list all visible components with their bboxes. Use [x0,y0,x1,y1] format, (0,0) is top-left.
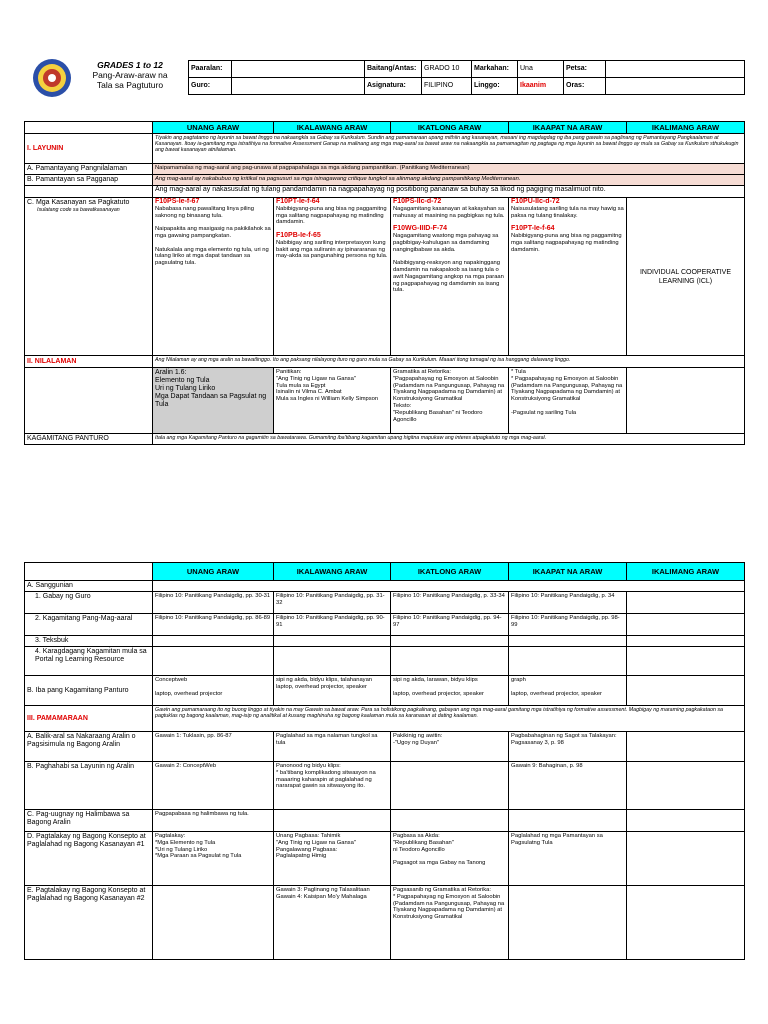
pag-uugnay-day-1: Pagpapabasa ng halimbawa ng tula. [153,810,274,832]
corner-cell-2 [25,563,153,581]
pagtalakay1-day-4: Paglalahad ng mga Pamantayan sa Pagsulatng Tula [509,832,627,886]
asignatura-label: Asignatura: [365,78,422,95]
pagtalakay2-day-1 [153,886,274,960]
pag-uugnay-label: C. Pag-uugnay ng Halimbawa sa Bagong Aralin [25,810,153,832]
kasanayan-day-4 [509,198,627,356]
day-1-header: UNANG ARAW [153,122,274,134]
markahan-label: Markahan: [472,61,518,78]
balik-day-1: Gawain 1: Tuklasin, pp. 86-87 [153,732,274,762]
kagamitan-day-2: Filipino 10: Panitikang Pandaigdig, pp. 90-91 [274,614,391,636]
kasanayan-day-5: INDIVIDUAL COOPERATIVE LEARNING (ICL) [627,198,745,356]
kagamitang-mag-aaral-label: 2. Kagamitang Pang-Mag-aaral [25,614,153,636]
guro-value [232,78,365,95]
kasanayan-day1-a: Nababasa nang pawalitang linya piling saknong ng binasang tula. [155,205,254,219]
kasanayan-day2-b: Nabibigay ang sariling interpretasyon kung bakit ang mga suliranin ay ipinararanas ng may-akda sa pangunahing persona ng tula. [276,239,388,260]
header-info-table [188,60,745,95]
code-day3-a: F10PS-IIc-d-72 [393,198,442,205]
gabay-day-3: Filipino 10: Panitikang Pandaigdig, p. 33-34 [391,592,509,614]
paghahabi-day-2: Panonood ng bidyu klips: * ba'tibang komplikadong sitwasyon na maaaring kaharapin at paglalahad ng nararapat gawin sa sitwasyong ito. [274,762,391,810]
nilalaman-day-3: Gramatika at Retorika: "Pagpapahayag ng Emosyon at Saloobin (Padamdam na Pangungusap, Pahayag na Tiyakang Nagpapadama ng Damdamin) at Konstruksiyong Gramatikal Teksto: "Republikang Basahan" ni Teodoro Agoncillo [391,368,509,434]
guro-label: Guro: [189,78,232,95]
paghahabi-day-5 [627,762,745,810]
balik-day-3: Pakikinig ng awitin: -"Ugoy ng Duyan" [391,732,509,762]
kasanayan-day2-a: Nabibigyang-puna ang bisa ng paggamitng mga salitang nagpapahayag ng matinding damdamin. [276,205,387,226]
iba-day-2: sipi ng akda, bidyu klips, talahanayan laptop, overhead projector, speaker [274,676,391,706]
paghahabi-label: B. Paghahabi sa Layunin ng Aralin [25,762,153,810]
pamantayang-pangnilalaman-label: A. Pamantayang Pangnilalaman [25,164,153,175]
pagtalakay2-day-3: Pagsasanib ng Gramatika at Retorika: * Pagpapahayag ng Emosyon at Saloobin (Padamdam na Pangungusap, Pahayag na Tiyakang Nagpapadama ng Damdamin) at Konstruksiyong Gramatikal [391,886,509,960]
petsa-label: Petsa: [564,61,606,78]
balik-aral-label: A. Balik-aral sa Nakaraang Aralin o Pagsisimula ng Bagong Aralin [25,732,153,762]
pagtalakay2-day-2: Gawain 3: Paglinang ng Talasalitaan Gawain 4: Kaisipan Mo'y Mahalaga [274,886,391,960]
nilalaman-day-1: Aralin 1.6: Elemento ng Tula Uri ng Tulang Liriko Mga Dapat Tandaan sa Pagsulat ng Tula [153,368,274,434]
nilalaman-note: Ang Nilalaman ay ang mga aralin sa bawatlinggo. Ito ang paksang nilalayong ituro ng guro mula sa Gabay sa Kurikulum. Maaari itong tumagal ng isa hanggang dalawang linggo. [153,356,745,368]
iba-kagamitan-label: B. Iba pang Kagamitang Panturo [25,676,153,706]
kagamitan-day-4: Filipino 10: Panitikang Pandaigdig, pp. 98-99 [509,614,627,636]
kasanayan-sub: Isulatang code sa bawatkasanayan [37,207,120,213]
nilalaman-day-4: * Tula * Pagpapahayag ng Emosyon at Saloobin (Padamdam na Pangungusap, Pahayag na Tiyakang Nagpapadama ng Damdamin) at Konstruksiyong Gramatikal -Pagsulat ng sariling Tula [509,368,627,434]
pamantayan-pagganap-label: B. Pamantayan sa Pagganap [25,175,153,186]
sanggunian-spacer [153,581,745,592]
code-day1: F10PS-Ie-f-67 [155,198,200,205]
pamamaraan-label: III. PAMAMARAAN [25,706,153,732]
corner-cell [25,122,153,134]
kasanayan-day1-c: Natukalala ang mga elemento ng tula, uri ng tulang liriko at mga dapat tandaan sa pagsulatng tula. [155,246,269,267]
nilalaman-spacer [25,368,153,434]
code-day2-b: F10PB-Ie-f-65 [276,231,321,239]
balik-day-2: Paglalahad sa mga nalaman tungkol sa tula [274,732,391,762]
kasanayan-day4-a: Naisusulatang sariling tula na may hawig sa paksa ng tulang tinalakay. [511,205,624,219]
pagtalakay1-day-1: Pagtalakay: *Mga Elemento ng Tula *Uri ng Tulang Liriko *Mga Paraan sa Pagsulat ng Tula [153,832,274,886]
nilalaman-day-2: Panitikan: "Ang Tinig ng Ligaw na Gansa" Tula mula sa Egypt Isinalin ni Vilma C. Ambat Mula sa Ingles ni William Kelly Simpson [274,368,391,434]
baitang-value: GRADO 10 [422,61,472,78]
kagamitang-panturo-label: KAGAMITANG PANTURO [25,434,153,445]
day-2-header-2: IKALAWANG ARAW [274,563,391,581]
kasanayan-day-2 [274,198,391,356]
layunin-label: I. LAYUNIN [25,134,153,164]
balik-day-4: Pagbabahaginan ng Sagot sa Talakayan: Pagsasanay 3, p. 98 [509,732,627,762]
gabay-day-5 [627,592,745,614]
portal-label: 4. Karagdagang Kagamitan mula sa Portal ng Learning Resource [25,647,153,676]
petsa-value [606,61,745,78]
pamantayang-pangnilalaman-value: Naipamamalas ng mag-aaral ang pag-unawa at pagpapahalaga sa mga akdang pampanitikan. (Panitikang Mediterranean) [153,164,745,175]
paaralan-label: Paaralan: [189,61,232,78]
kasanayan-title: C. Mga Kasanayan sa Pagkatuto [27,199,130,206]
iba-day-4: graph laptop, overhead projector, speaker [509,676,627,706]
sanggunian-label: A. Sanggunian [25,581,153,592]
markahan-value: Una [518,61,564,78]
pagtalakay2-day-4 [509,886,627,960]
pagtalakay-1-label: D. Pagtalakay ng Bagong Konsepto at Paglalahad ng Bagong Kasanayan #1 [25,832,153,886]
spacer-cell [25,186,153,198]
baitang-label: Baitang/Antas: [365,61,422,78]
paghahabi-day-4: Gawain 9: Bahaginan, p. 98 [509,762,627,810]
kasanayan-label [25,198,153,356]
pagtalakay1-day-3: Pagbasa sa Akda: "Republikang Basahan" ni Teodoro Agoncillo Pagsagot sa mga Gabay na Tanong [391,832,509,886]
gabay-guro-label: 1. Gabay ng Guro [25,592,153,614]
kasanayan-day3-c: Nabibigyang-reaksyon ang napakinggang damdamin na nakapaloob sa isang tula o awit Nagagamitang angkop na mga paraan ng pagpapahayag ng damdamin sa isang tula. [393,260,504,294]
kasanayan-day4-b: Nabibigyang-puna ang bisa ng paggamitng mga salitang nagpapahayag ng matinding damdamin. [511,232,622,253]
document-title: GRADES 1 to 12 Pang-Araw-araw na Tala sa Pagtuturo [92,60,168,90]
lesson-table-1 [24,121,745,445]
pagtalakay1-day-2: Unang Pagbasa: Tahimik "Ang Tinig ng Ligaw na Gansa" Pangalawang Pagbasa: Paglalapatng Himig [274,832,391,886]
day-2-header: IKALAWANG ARAW [274,122,391,134]
pagganap-extra-value: Ang mag-aaral ay nakasusulat ng tulang pandamdamin na nagpapahayag ng positibong pananaw sa buhay sa likod ng pagiging masalimuot nito. [153,186,745,198]
gabay-day-4: Filipino 10: Panitikang Pandaigdig, p. 34 [509,592,627,614]
kasanayan-day3-b: Nagagamitang wastong mga pahayag sa pagbibigay-kahulugan sa damdaming nangingibabaw sa akda. [393,232,499,253]
kagamitan-day-3: Filipino 10: Panitikang Pandaigdig, pp. 94-97 [391,614,509,636]
deped-seal-icon [32,58,72,98]
paaralan-value [232,61,365,78]
pagtalakay-2-label: E. Pagtalakay ng Bagong Konsepto at Paglalahad ng Bagong Kasanayan #2 [25,886,153,960]
lesson-table-2 [24,562,745,960]
kagamitan-day-5 [627,614,745,636]
layunin-note: Tiyakin ang pagtatamo ng layunin sa bawat linggo na nakaangkla sa Gabay sa Kurikulum. Sundin ang pamamaraan upang mithiin ang kasanayan, masani ing magdagdag ng iba pang gawain sa paglinang ng Pamantayang Pangkaalaman at Kasanayan. Itoay ia-gamitang mga istratihiya na formative Assessment Ganap na malinang ang mga mag-aaral sa bawat araw na nakaangkla sa pamamagitan ng pagtaga ng mga layunin sa bawat linggo ay mula sa Gabay sa Kurikulum sthukukugin ang bawat kasanayan atnilalaman. [153,134,745,164]
nilalaman-day-5 [627,368,745,434]
day-4-header-2: IKAAPAT NA ARAW [509,563,627,581]
iba-day-5 [627,676,745,706]
nilalaman-label: II. NILALAMAN [25,356,153,368]
day-1-header-2: UNANG ARAW [153,563,274,581]
oras-label: Oras: [564,78,606,95]
pamantayan-pagganap-value: Ang mag-aaral ay nakabubuo ng kritikal na pagsusuri sa mga isinagawang critique tungkol sa alinmang akdang pampanitikang Mediterranean. [153,175,745,186]
day-3-header-2: IKATLONG ARAW [391,563,509,581]
day-5-header-2: IKALIMANG ARAW [627,563,745,581]
kasanayan-day-3 [391,198,509,356]
code-day4-a: F10PU-IIc-d-72 [511,198,560,205]
code-day3-b: F10WG-IIID-F-74 [393,225,448,233]
paghahabi-day-1: Gawain 2: ConceptWeb [153,762,274,810]
linggo-value: Ikaanim [518,78,564,95]
gabay-day-2: Filipino 10: Panitikang Pandaigdig, pp. 31-32 [274,592,391,614]
paghahabi-day-3 [391,762,509,810]
oras-value [606,78,745,95]
kagamitan-day-1: Filipino 10: Panitikang Pandaigdig, pp. 86-89 [153,614,274,636]
iba-day-1: Conceptweb laptop, overhead projector [153,676,274,706]
code-day2-a: F10PT-Ie-f-64 [276,198,320,205]
pamamaraan-note: Gawin ang pamamaraang ito ng buong linggo at tiyakin na may Gawain sa bawat araw. Para sa holistikong pagkalinang, gabayan ang mga mag-aaral gamitang mga istratihiya ng formative assessment. Magbigay ng maraming pagkakataon sa pagtuklas ng bagong kaalaman, mag-isip ng analitikal at kusang maghinuha ng bagong kaalaman mula sa karanasan at dating kaalaman. [153,706,745,732]
day-4-header: IKAAPAT NA ARAW [509,122,627,134]
linggo-label: Linggo: [472,78,518,95]
balik-day-5 [627,732,745,762]
day-5-header: IKALIMANG ARAW [627,122,745,134]
pagtalakay1-day-5 [627,832,745,886]
pagtalakay2-day-5 [627,886,745,960]
asignatura-value: FILIPINO [422,78,472,95]
kasanayan-day1-b: Naipapakita ang masigasig na pakikilahok sa mga gawaing pampangkatan. [155,226,271,239]
kagamitang-panturo-note: Itala ang mga Kagamitang Panturo na gagamitin sa bawatarawa. Gumamitng iba'tibang kagamitan upang higitna mapukaw ang interes atpagkatuto ng mga mag-aaral. [153,434,745,445]
kasanayan-day3-a: Nagagamitang kasanayan at kakayahan sa mahusay at masining na pagbigkas ng tula. [393,205,505,219]
teksbuk-label: 3. Teksbuk [25,636,153,647]
kasanayan-day-1 [153,198,274,356]
iba-day-3: sipi ng akda, larawan, bidyu klips laptop, overhead projector, speaker [391,676,509,706]
gabay-day-1: Filipino 10: Panitikang Pandaigdig, pp. 30-31 [153,592,274,614]
day-3-header: IKATLONG ARAW [391,122,509,134]
code-day4-b: F10PT-Ie-f-64 [511,225,555,233]
